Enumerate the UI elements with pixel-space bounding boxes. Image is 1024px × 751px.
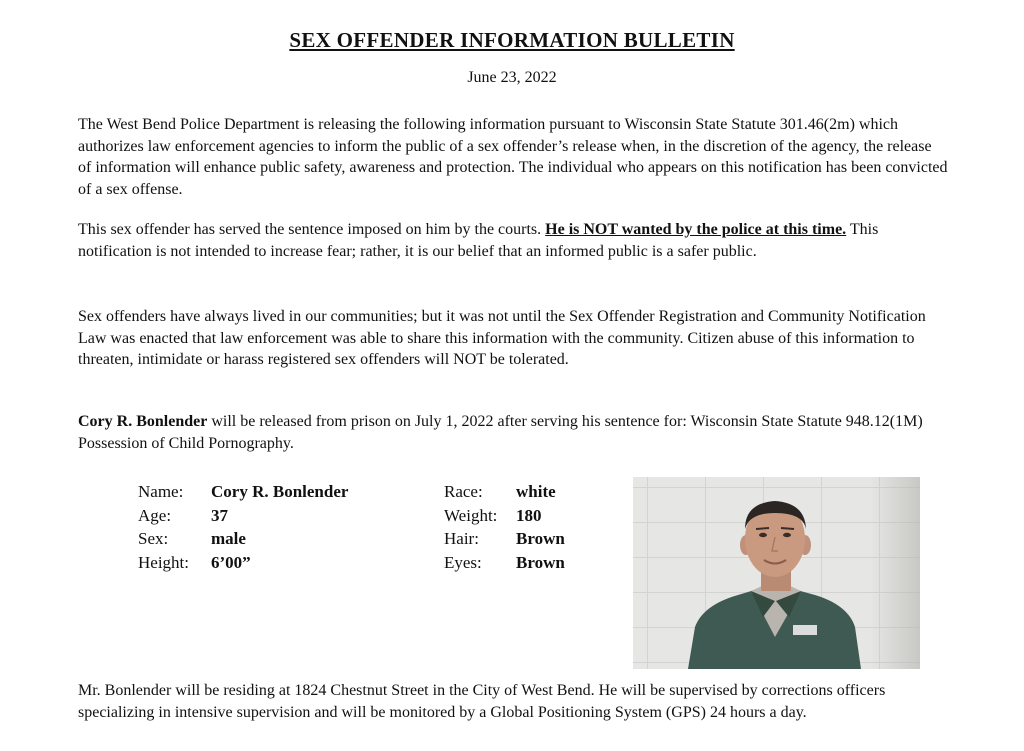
eyes-label: Eyes: xyxy=(444,552,482,572)
offender-name-inline: Cory R. Bonlender xyxy=(78,413,208,430)
hair-label: Hair: xyxy=(444,529,479,548)
race-label: Race: xyxy=(444,482,483,501)
status-paragraph-text: This sex offender has served the sentence imposed on him by the courts. xyxy=(78,221,546,238)
residence-paragraph: Mr. Bonlender will be residing at 1824 Chestnut Street in the City of West Bend. He will be supervised by corrections officers specializing in intensive supervision and will be monitored by a Global Positioning System (GPS) 24 hours a day. xyxy=(78,682,886,721)
bulletin-title: SEX OFFENDER INFORMATION BULLETIN xyxy=(289,28,735,52)
sex-label: Sex: xyxy=(138,529,169,548)
fact-row-height xyxy=(138,551,348,575)
intro-paragraph: The West Bend Police Department is releasing the following information pursuant to Wisconsin State Statute 301.46(2m) which authorizes law enforcement agencies to inform the public of a sex offender’s release when, in the discretion of the agency, the release of information will enhance public safety, awareness and protection. The individual who appears on this notification has been convicted of a sex offense. xyxy=(78,116,948,198)
release-paragraph xyxy=(78,411,948,454)
fact-row-weight xyxy=(444,504,565,528)
eyes-value: Brown xyxy=(516,552,565,572)
fact-row-sex xyxy=(138,527,348,551)
name-value: Cory R. Bonlender xyxy=(211,482,349,501)
fact-row-race xyxy=(444,480,565,504)
age-label: Age: xyxy=(138,505,172,525)
age-value: 37 xyxy=(211,505,228,525)
bulletin-date: June 23, 2022 xyxy=(467,69,557,86)
weight-value: 180 xyxy=(516,505,542,525)
name-label: Name: xyxy=(138,482,184,501)
status-paragraph xyxy=(78,219,948,262)
community-paragraph: Sex offenders have always lived in our communities; but it was not until the Sex Offender Registration and Community Notification Law was enacted that law enforcement was able to share this information with the community. Citizen abuse of this information to threaten, intimidate or harass registered sex offenders will NOT be tolerated. xyxy=(78,308,926,369)
race-value: white xyxy=(516,482,556,501)
status-paragraph-tail: This notification is not intended to increase fear; rather, it is our belief that an informed public is a safer public. xyxy=(78,221,879,260)
offender-photo xyxy=(633,477,920,669)
height-value: 6’00” xyxy=(211,552,251,572)
height-label: Height: xyxy=(138,552,189,572)
offender-facts-right xyxy=(444,480,565,574)
release-details: will be released from prison on July 1, 2022 after serving his sentence for: Wisconsin State Statute 948.12(1M) Possession of Child Pornography. xyxy=(78,413,923,452)
fact-row-age xyxy=(138,504,348,528)
hair-value: Brown xyxy=(516,529,565,548)
not-wanted-notice: He is NOT wanted by the police at this time. xyxy=(545,221,847,238)
fact-row-hair xyxy=(444,527,565,551)
fact-row-name xyxy=(138,480,348,504)
offender-facts-left xyxy=(138,480,348,574)
person-silhouette xyxy=(633,477,920,669)
weight-label: Weight: xyxy=(444,505,498,525)
sex-value: male xyxy=(211,529,246,548)
fact-row-eyes xyxy=(444,551,565,575)
